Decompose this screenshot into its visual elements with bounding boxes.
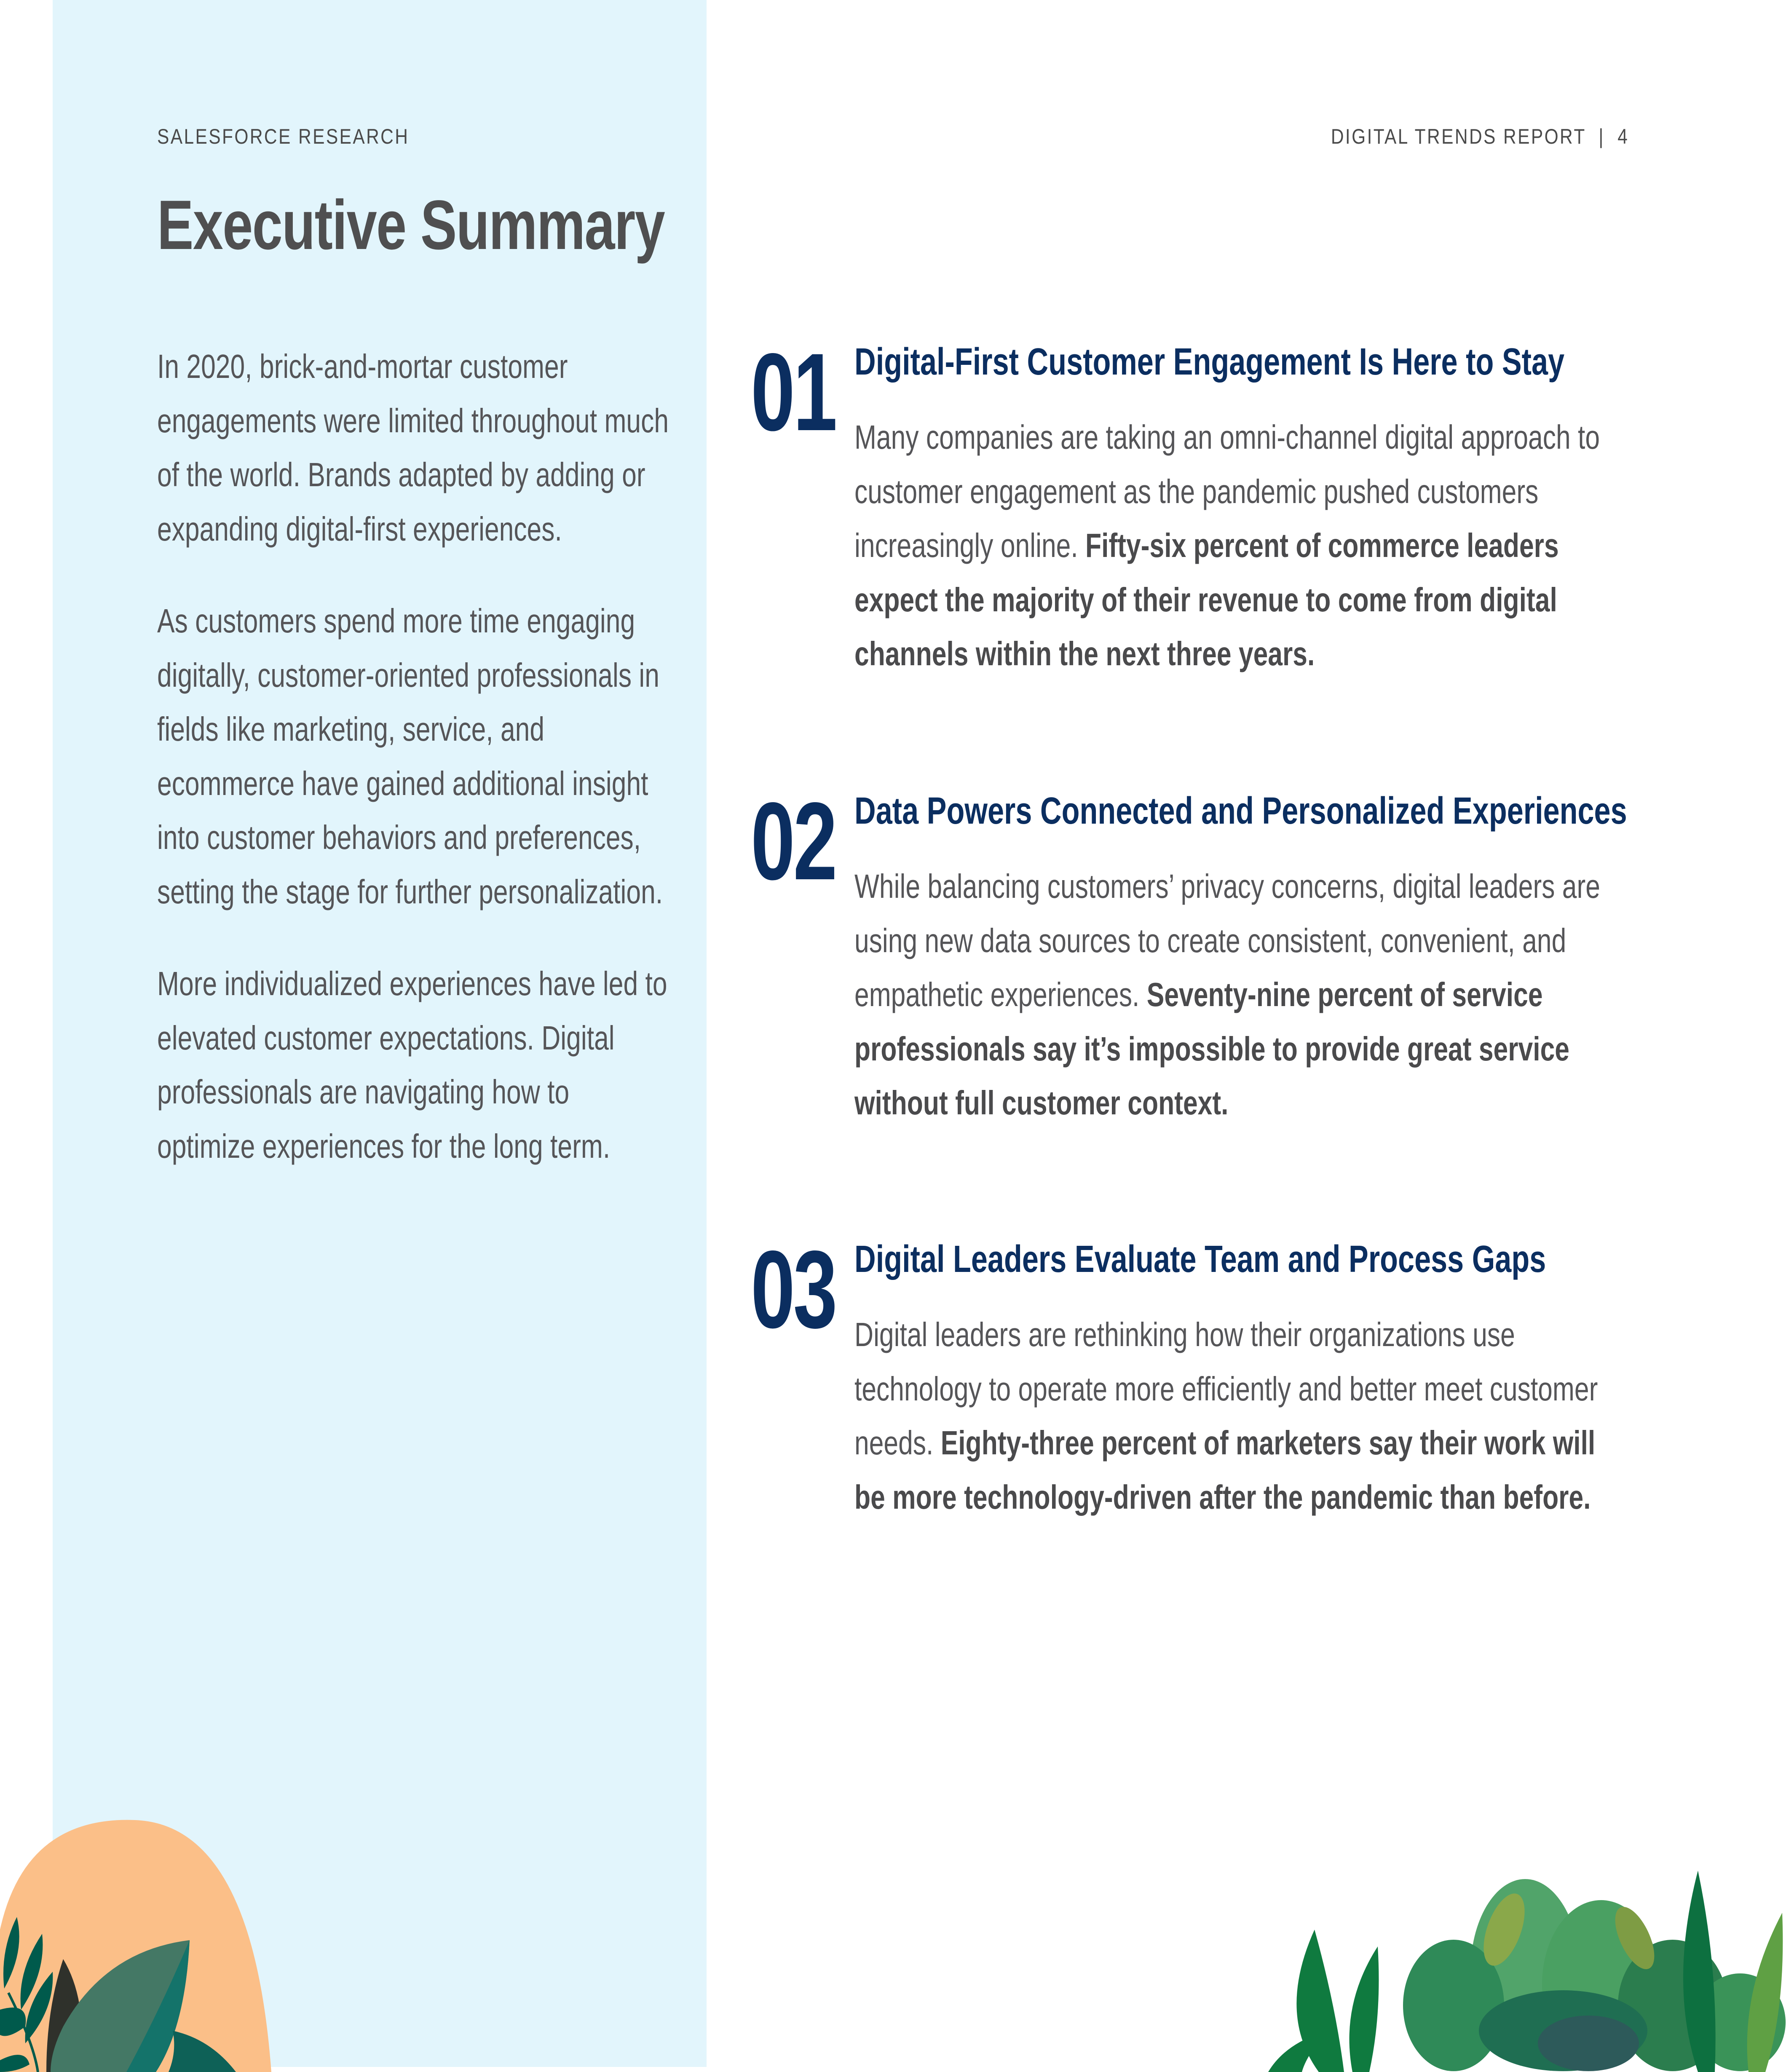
section-body <box>854 859 1601 1130</box>
section-heading: Digital-First Customer Engagement Is Here to Stay <box>854 341 1565 383</box>
report-page-label: DIGITAL TRENDS REPORT | 4 <box>1331 125 1629 148</box>
intro-paragraph: As customers spend more time engaging digitally, customer-oriented professionals in fields like marketing, service, and ecommerce have gained additional insight into customer behaviors and preferences, setting the stage for further personalization. <box>157 602 663 910</box>
section-body <box>854 1308 1601 1524</box>
intro-text <box>157 340 670 1211</box>
section-highlight: Eighty-three percent of marketers say their work will be more technology-driven after the pandemic than before. <box>854 1424 1596 1516</box>
page-title: Executive Summary <box>157 186 665 264</box>
section-body-text: Many companies are taking an omni-channel digital approach to customer engagement as the pandemic pushed customers increasingly online. <box>854 418 1600 564</box>
section-heading: Data Powers Connected and Personalized Experiences <box>854 790 1627 832</box>
section-body-text: While balancing customers’ privacy concerns, digital leaders are using new data sources to create consistent, convenient, and empathetic experiences. <box>854 867 1600 1013</box>
intro-paragraph: In 2020, brick-and-mortar customer engagements were limited throughout much of the world. Brands adapted by adding or expanding digital-first experiences. <box>157 348 669 548</box>
intro-paragraph: More individualized experiences have led to elevated customer expectations. Digital professionals are navigating how to optimize experiences for the long term. <box>157 965 667 1165</box>
section-number: 01 <box>751 330 836 454</box>
section-number: 02 <box>751 779 836 903</box>
publisher-label: SALESFORCE RESEARCH <box>157 125 410 148</box>
section-heading: Digital Leaders Evaluate Team and Process Gaps <box>854 1238 1546 1280</box>
plant-illustration-right <box>1243 1845 1786 2072</box>
section-highlight: Fifty-six percent of commerce leaders expect the majority of their revenue to come from digital channels within the next three years. <box>854 527 1559 672</box>
section-number: 03 <box>751 1228 836 1351</box>
section-body-text: Digital leaders are rethinking how their organizations use technology to operate more efficiently and better meet customer needs. <box>854 1316 1598 1462</box>
section-highlight: Seventy-nine percent of service professionals say it’s impossible to provide great service without full customer context. <box>854 976 1569 1122</box>
section-body <box>854 410 1601 681</box>
plant-illustration-left <box>0 1791 337 2072</box>
bush-leaves <box>1403 1879 1786 2071</box>
